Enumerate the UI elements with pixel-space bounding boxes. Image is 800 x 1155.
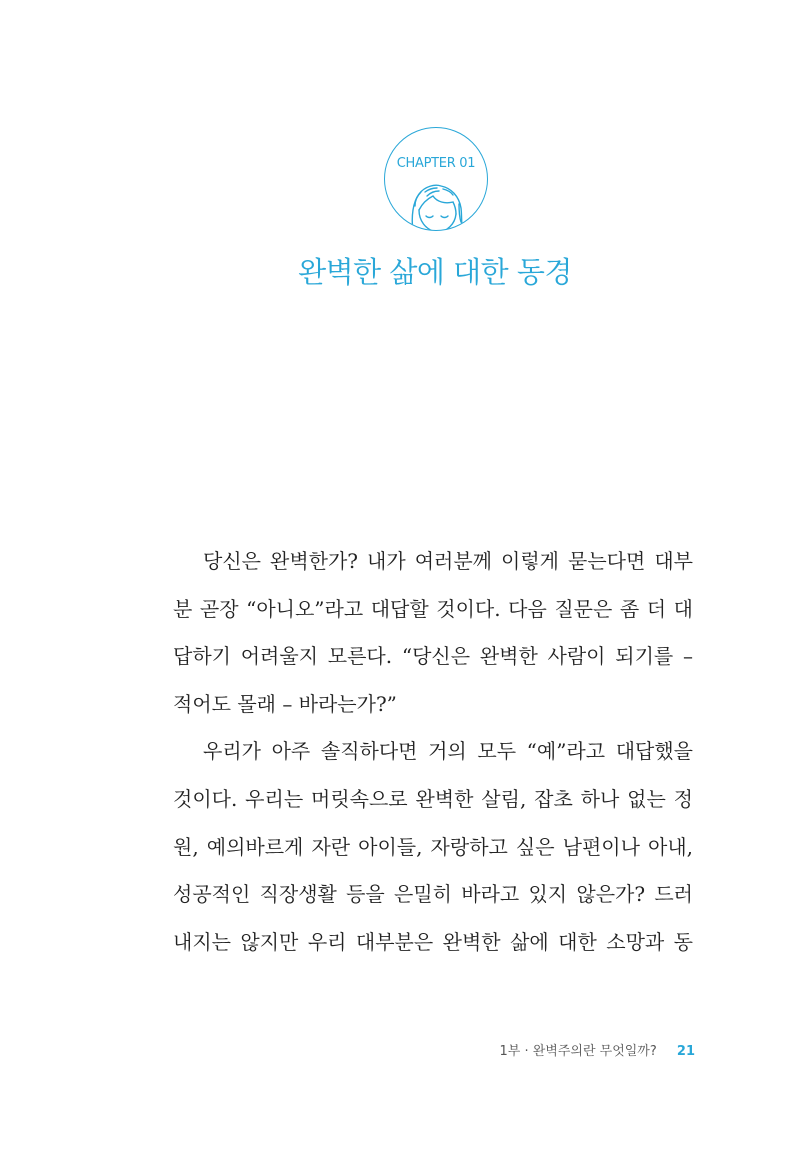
text-line: 것이다. 우리는 머릿속으로 완벽한 살림, 잡초 하나 없는 정 — [173, 786, 693, 811]
text-line: 원, 예의바르게 자란 아이들, 자랑하고 싶은 남편이나 아내, — [173, 834, 693, 859]
text-line: 당신은 완벽한가? 내가 여러분께 이렇게 묻는다면 대부 — [203, 549, 693, 573]
text-line: 적어도 몰래 – 바라는가?” — [173, 691, 397, 716]
text-line: 분 곧장 “아니오”라고 대답할 것이다. 다음 질문은 좀 더 대 — [173, 596, 693, 621]
text-line: 내지는 않지만 우리 대부분은 완벽한 삶에 대한 소망과 동 — [173, 929, 693, 954]
body-text — [173, 538, 693, 966]
chapter-label: CHAPTER 01 — [396, 156, 476, 171]
page-number: 21 — [676, 1044, 695, 1059]
page-footer — [499, 1040, 695, 1059]
running-title: 1부 · 완벽주의란 무엇일까? — [499, 1044, 657, 1059]
text-line: 성공적인 직장생활 등을 은밀히 바라고 있지 않은가? 드러 — [173, 882, 693, 907]
woman-face-icon — [407, 180, 467, 231]
chapter-title: 완벽한 삶에 대한 동경 — [298, 255, 572, 289]
text-line: 답하기 어려울지 모른다. “당신은 완벽한 사람이 되기를 – — [173, 644, 693, 669]
chapter-badge — [384, 127, 488, 231]
text-line: 우리가 아주 솔직하다면 거의 모두 “예”라고 대답했을 — [203, 739, 693, 764]
